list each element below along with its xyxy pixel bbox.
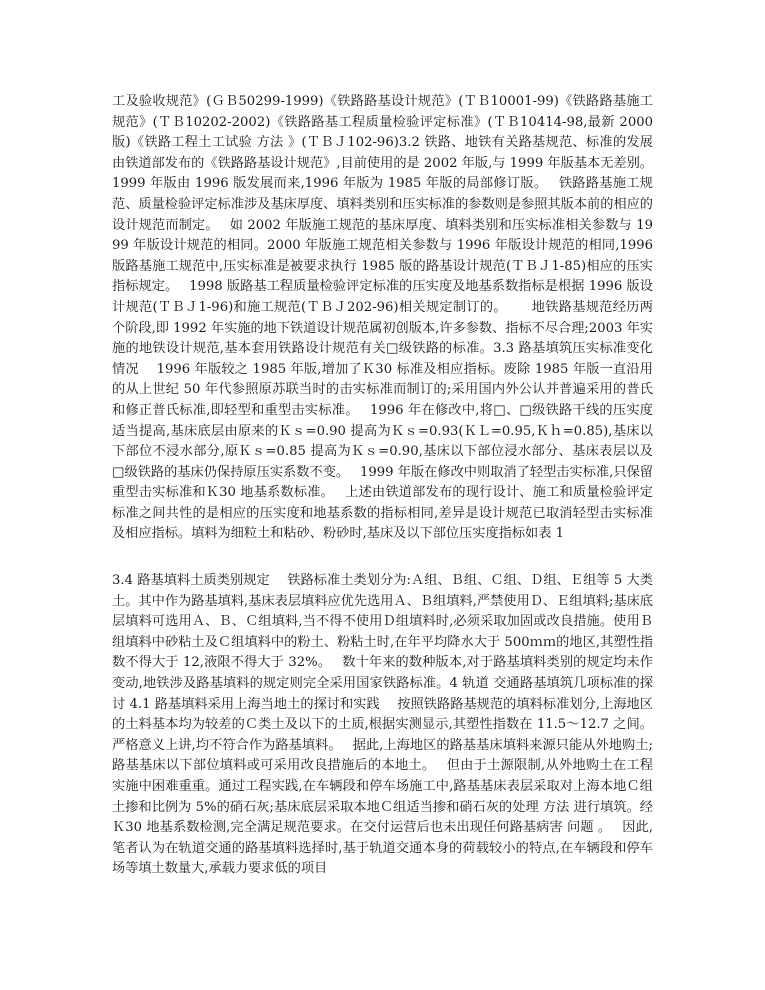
- body-paragraph-standards-history: 工及验收规范》(ＧＢ50299-1999)《铁路路基设计规范》(ＴＢ10001-99)《铁路路基施工规范》(ＴＢ10202-2002)《铁路路基工程质量检验评定标准》(ＴＢ10414-98,最新 2000 版)《铁路工程土工试验 方法 》(ＴＢＪ102-96)3.2 铁路、地铁有关路基规范、标准的发展 由铁道部发布的《铁路路基设计规范》,目前使用的是 2002 年版,与 1999 年版基本无差别。1999 年版由 1996 版发展而来,1996 年版为 1985 年版的局部修订版。 铁路路基施工规范、质量检验评定标准涉及基床厚度、填料类别和压实标准的参数则是参照其版本前的相应的设计规范而制定。 如 2002 年版施工规范的基床厚度、填料类别和压实标准相关参数与 1999 年版设计规范的相同。2000 年版施工规范相关参数与 1996 年版设计规范的相同,1996 版路基施工规范中,压实标准是被要求执行 1985 版的路基设计规范(ＴＢＪ1-85)相应的压实指标规定。 1998 版路基工程质量检验评定标准的压实度及地基系数指标是根据 1996 版设计规范(ＴＢＪ1-96)和施工规范(ＴＢＪ202-96)相关规定制订的。 地铁路基规范经历两个阶段,即 1992 年实施的地下铁道设计规范属初创版本,许多参数、指标不尽合理;2003 年实施的地铁设计规范,基本套用铁路设计规范有关□级铁路的标准。3.3 路基填筑压实标准变化情况 1996 年版较之 1985 年版,增加了Ｋ30 标准及相应指标。废除 1985 年版一直沿用的从上世纪 50 年代参照原苏联当时的击实标准而制订的;采用国内外公认并普遍采用的普氏和修正普氏标准,即轻型和重型击实标准。 1996 年在修改中,将□、□级铁路干线的压实度适当提高,基床底层由原来的Ｋｓ=0.90 提高为Ｋｓ=0.93(ＫＬ=0.95,Ｋｈ=0.85),基床以下部位不浸水部分,原Ｋｓ=0.85 提高为Ｋｓ=0.90,基床以下部位浸水部分、基床表层以及□级铁路的基床仍保持原压实系数不变。 1999 年版在修改中则取消了轻型击实标准,只保留重型击实标准和Ｋ30 地基系数标准。 上述由铁道部发布的现行设计、施工和质量检验评定标准之间共性的是相应的压实度和地基系数的指标相同,差异是设计规范已取消轻型击实标准及相应指标。填料为细粒土和粘砂、粉砂时,基床及以下部位压实度指标如表 1: [112, 94, 671, 542]
- body-paragraph-fill-classification: 3.4 路基填料土质类别规定 铁路标准土类划分为:Ａ组、Ｂ组、Ｃ组、Ｄ组、Ｅ组等 5 大类土。其中作为路基填料,基床表层填料应优先选用Ａ、Ｂ组填料,严禁使用Ｄ、Ｅ组填料;基床底层填料可选用Ａ、Ｂ、Ｃ组填料,当不得不使用Ｄ组填料时,必须采取加固或改良措施。使用Ｂ组填料中砂粘土及Ｃ组填料中的粉土、粉粘土时,在年平均降水大于 500ｍｍ的地区,其塑性指数不得大于 12,液限不得大于 32%。 数十年来的数种版本,对于路基填料类别的规定均未作变动,地铁涉及路基填料的规定则完全采用国家铁路标准。4 轨道 交通路基填筑几项标准的探讨 4.1 路基填料采用上海当地土的探讨和实践 按照铁路路基规范的填料标准划分,上海地区的土料基本均为较差的Ｃ类土及以下的土质,根据实测显示,其塑性指数在 11.5～12.7 之间。严格意义上讲,均不符合作为路基填料。 据此,上海地区的路基基床填料来源只能从外地购土;路基基床以下部位填料或可采用改良措施后的本地土。 但由于土源限制,从外地购土在工程实施中困难重重。通过工程实践,在车辆段和停车场施工中,路基基床表层采取对上海本地Ｃ组土掺和比例为 5%的硝石灰;基床底层采取本地Ｃ组适当掺和硝石灰的处理 方法 进行填筑。经Ｋ30 地基系数检测,完全满足规范要求。在交付运营后也未出现任何路基病害 问题 。 因此,笔者认为在轨道交通的路基填料选择时,基于轨道交通本身的荷载较小的特点,在车辆段和停车场等填土数量大,承载力要求低的项目: [112, 573, 653, 877]
